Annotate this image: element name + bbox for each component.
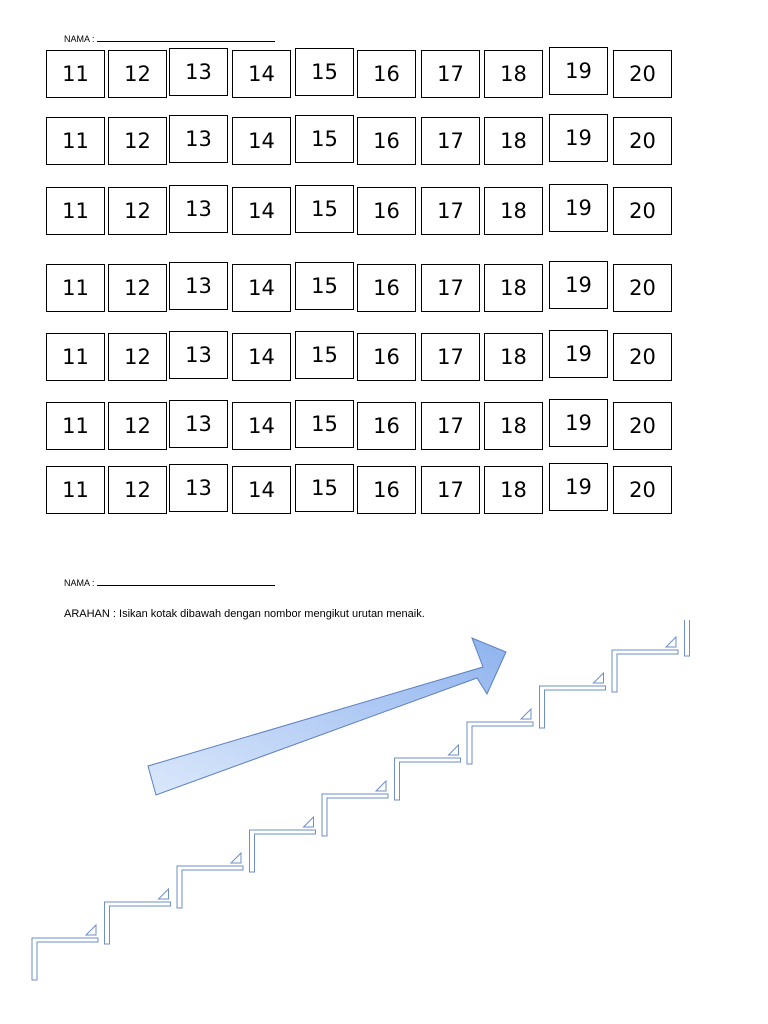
number-box: 18 [484, 187, 543, 235]
number-box: 15 [295, 400, 354, 448]
stair-step [105, 902, 171, 944]
number-box: 14 [232, 402, 291, 450]
stairs-illustration [0, 620, 768, 1024]
stair-corner [594, 673, 604, 683]
number-box: 12 [108, 264, 167, 312]
number-box: 13 [169, 262, 228, 310]
number-box: 19 [549, 463, 608, 511]
number-box: 13 [169, 185, 228, 233]
number-box: 13 [169, 331, 228, 379]
number-box: 17 [421, 402, 480, 450]
stair-step [612, 650, 678, 692]
instruction-text: ARAHAN : Isikan kotak dibawah dengan nombor mengikut urutan menaik. [64, 608, 425, 620]
number-box: 15 [295, 48, 354, 96]
number-box: 18 [484, 333, 543, 381]
stair-corner [666, 637, 676, 647]
number-box: 19 [549, 261, 608, 309]
number-box: 19 [549, 330, 608, 378]
number-box: 11 [46, 466, 105, 514]
number-box: 12 [108, 187, 167, 235]
number-box: 16 [357, 402, 416, 450]
number-box: 15 [295, 331, 354, 379]
number-box: 15 [295, 185, 354, 233]
number-box: 13 [169, 400, 228, 448]
number-box: 16 [357, 466, 416, 514]
name-label-bottom: NAMA : [64, 578, 95, 588]
stair-corner [304, 817, 314, 827]
number-box: 19 [549, 114, 608, 162]
number-box: 12 [108, 117, 167, 165]
number-box: 14 [232, 264, 291, 312]
number-box: 15 [295, 115, 354, 163]
number-box: 19 [549, 399, 608, 447]
stair-step [177, 866, 243, 908]
number-box: 20 [613, 333, 672, 381]
number-box: 14 [232, 466, 291, 514]
number-box: 12 [108, 50, 167, 98]
number-box: 19 [549, 47, 608, 95]
number-box: 11 [46, 50, 105, 98]
stair-corner [86, 925, 96, 935]
number-box: 17 [421, 333, 480, 381]
stair-corner [449, 745, 459, 755]
number-box: 18 [484, 50, 543, 98]
stair-step [467, 722, 533, 764]
number-box: 12 [108, 466, 167, 514]
number-box: 11 [46, 117, 105, 165]
number-box: 15 [295, 262, 354, 310]
name-field-bottom [64, 577, 275, 588]
number-box: 11 [46, 402, 105, 450]
staircase-icon [32, 620, 751, 980]
number-box: 11 [46, 264, 105, 312]
number-box: 11 [46, 333, 105, 381]
stair-step [395, 758, 461, 800]
number-box: 16 [357, 333, 416, 381]
number-box: 16 [357, 264, 416, 312]
stair-step [32, 938, 98, 980]
number-box: 14 [232, 50, 291, 98]
number-box: 11 [46, 187, 105, 235]
number-box: 18 [484, 264, 543, 312]
number-box: 20 [613, 50, 672, 98]
name-blank-bottom[interactable] [97, 577, 275, 586]
name-label-top: NAMA : [64, 34, 95, 44]
number-box: 20 [613, 402, 672, 450]
number-box: 16 [357, 187, 416, 235]
number-box: 20 [613, 187, 672, 235]
number-box: 20 [613, 466, 672, 514]
number-box: 16 [357, 50, 416, 98]
number-box: 17 [421, 50, 480, 98]
number-box: 15 [295, 464, 354, 512]
number-box: 13 [169, 464, 228, 512]
number-box: 12 [108, 333, 167, 381]
stair-step [685, 620, 751, 656]
number-box: 20 [613, 117, 672, 165]
number-box: 18 [484, 402, 543, 450]
number-box: 13 [169, 115, 228, 163]
number-box: 17 [421, 187, 480, 235]
stair-corner [231, 853, 241, 863]
number-box: 14 [232, 333, 291, 381]
number-box: 17 [421, 264, 480, 312]
stair-corner [376, 781, 386, 791]
stair-step [250, 830, 316, 872]
number-box: 17 [421, 117, 480, 165]
number-box: 14 [232, 117, 291, 165]
number-box: 18 [484, 466, 543, 514]
number-box: 14 [232, 187, 291, 235]
number-box: 18 [484, 117, 543, 165]
number-box: 12 [108, 402, 167, 450]
number-box: 13 [169, 48, 228, 96]
number-box: 16 [357, 117, 416, 165]
number-box: 17 [421, 466, 480, 514]
stair-corner [521, 709, 531, 719]
stair-corner [159, 889, 169, 899]
number-box: 20 [613, 264, 672, 312]
stair-step [540, 686, 606, 728]
number-box: 19 [549, 184, 608, 232]
stair-step [322, 794, 388, 836]
up-right-arrow-icon [148, 638, 506, 795]
